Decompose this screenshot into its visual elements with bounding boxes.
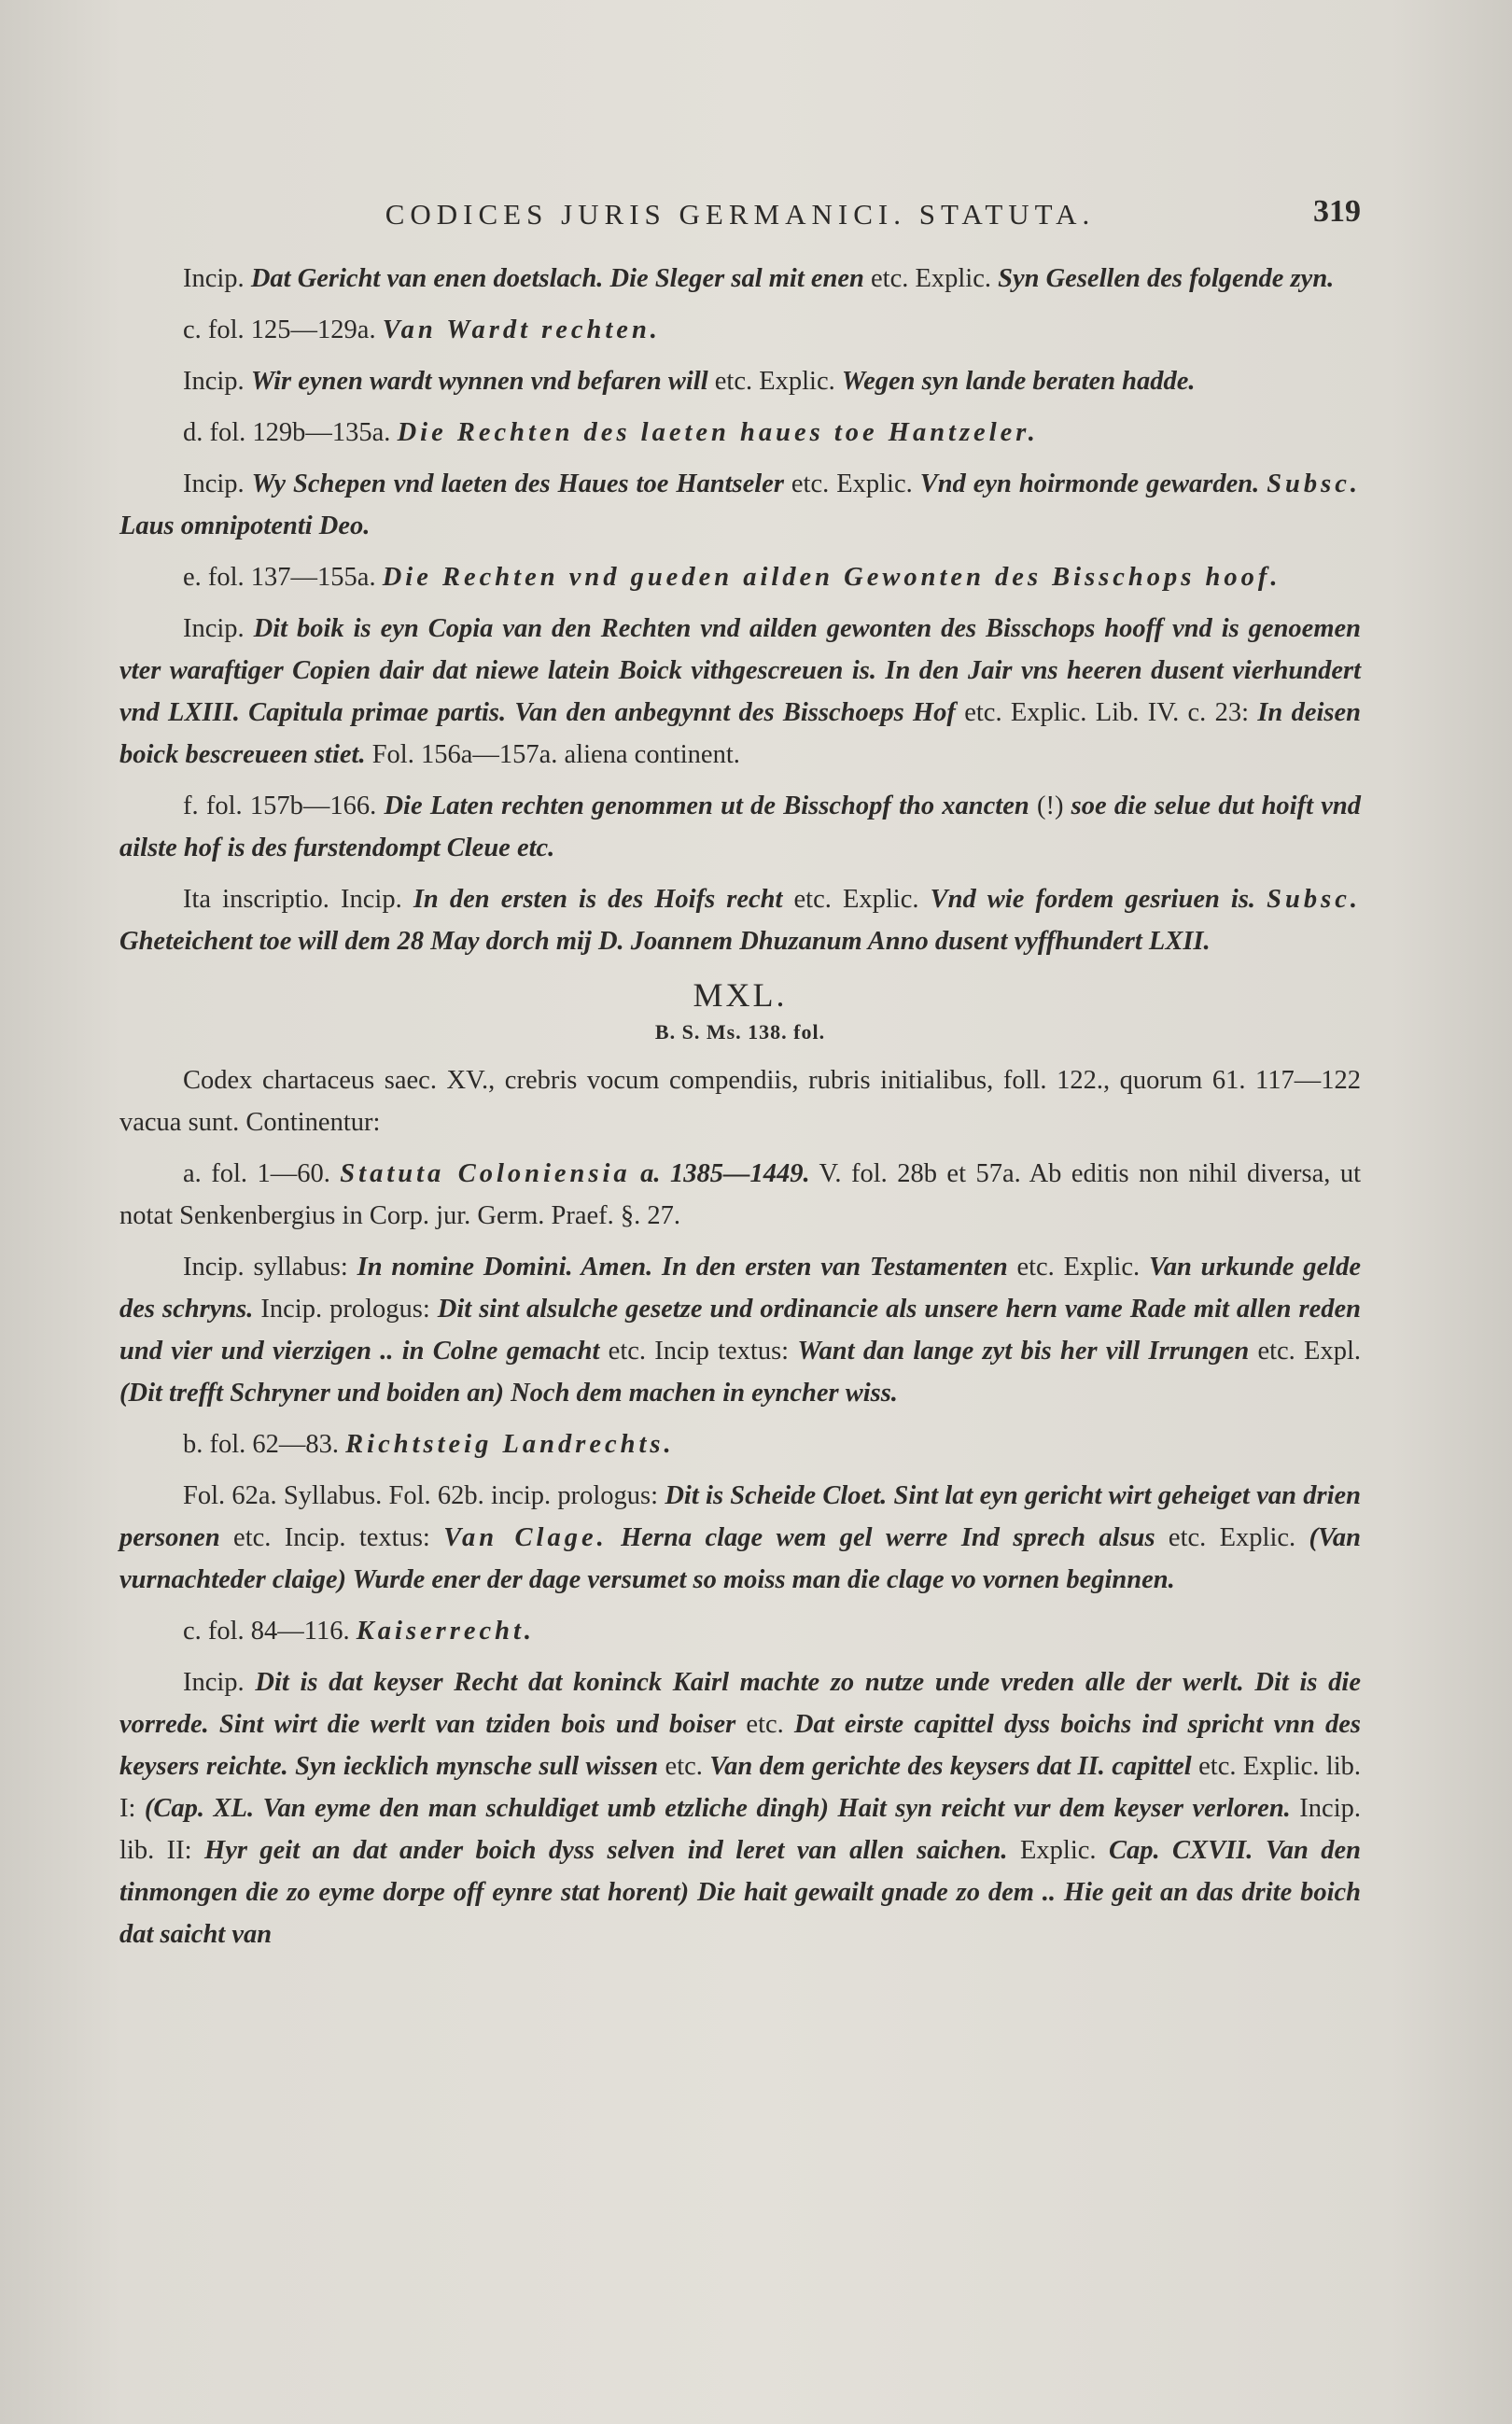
explicit-text: Van urkunde gelde des schryns. <box>119 1253 1361 1324</box>
text: Incip. <box>183 367 251 396</box>
text: etc. Incip. textus: <box>219 1523 444 1552</box>
folio-ref: a. fol. 1—60. <box>183 1159 341 1188</box>
folio-ref: b. fol. 62—83. <box>183 1430 346 1459</box>
folio-ref: d. fol. 129b—135a. <box>183 418 398 447</box>
textus-text: Want dan lange zyt bis her vill Irrungen <box>797 1337 1250 1366</box>
paragraph-8 <box>119 785 1361 869</box>
explicit-text: (Dit trefft Schryner und boiden an) Noch dem machen in eyncher wiss. <box>119 1379 898 1408</box>
explicit-text: (Van vurnachteder claige) Wurde ener der dage versumet so moiss man die clage vo vornen beginnen. <box>119 1523 1361 1594</box>
description-text: Codex chartaceus saec. XV., crebris vocum compendiis, rubris initialibus, foll. 122., quorum 61. 117—122 vacua sunt. Continentur: <box>119 1066 1361 1137</box>
explicit-text: Vnd eyn hoirmonde gewarden. <box>919 469 1267 498</box>
subscription-label: Subsc. <box>1267 469 1362 498</box>
explicit-text: Cap. CXVII. Van den tinmongen die zo eyme dorpe off eynre stat horent) Die hait gewailt gnade zo dem .. Hie geit an das drite boich dat saicht van <box>119 1836 1362 1949</box>
item-title: Richtsteig Landrechts. <box>345 1430 675 1459</box>
text: etc. Explic. <box>1007 1253 1149 1282</box>
incipit-text: Wy Schepen vnd laeten des Haues toe Hantseler <box>251 469 784 498</box>
incipit-text: Dat Gericht van enen doetslach. Die Sleger sal mit enen <box>250 264 864 293</box>
item-date: a. 1385—1449. <box>630 1159 810 1188</box>
text: etc. Explic. <box>863 264 999 293</box>
text: Incip. syllabus: <box>183 1253 357 1282</box>
text: Incip. <box>183 264 251 293</box>
paragraph-2 <box>119 309 1361 351</box>
subscription-text: Laus omnipotenti Deo. <box>119 511 371 540</box>
item-title: Kaiserrecht. <box>356 1617 536 1646</box>
text: etc. Expl. <box>1249 1337 1361 1366</box>
text: etc. Explic. <box>783 469 920 498</box>
text: Ita inscriptio. Incip. <box>183 885 413 914</box>
item-title: Statuta Coloniensia <box>340 1159 631 1188</box>
explicit-text: Wegen syn lande beraten hadde. <box>841 367 1196 396</box>
explicit-text: In deisen boick bescreueen stiet. <box>119 698 1361 769</box>
text: etc. Explic. <box>782 885 931 914</box>
paragraph-9 <box>119 878 1361 962</box>
folio-ref: e. fol. 137—155a. <box>183 563 383 592</box>
item-title: Die Rechten des laeten haues toe Hantzeler. <box>397 418 1039 447</box>
incipit-text: In den ersten is des Hoifs recht <box>413 885 783 914</box>
paragraph-3 <box>119 360 1361 402</box>
shelfmark: B. S. Ms. 138. fol. <box>654 1020 826 1044</box>
syllabus-text: In nomine Domini. Amen. In den ersten van Testamenten <box>357 1253 1008 1282</box>
text: (!) <box>1029 792 1071 820</box>
paragraph-11 <box>119 1153 1361 1237</box>
paragraph-13 <box>119 1423 1361 1465</box>
incipit-text: Hyr geit an dat ander boich dyss selven ind leret van allen saichen. <box>204 1836 1008 1865</box>
subscription-text: Gheteichent toe will dem 28 May dorch mij D. Joannem Dhuzanum Anno dusent vyffhundert LXII. <box>119 927 1211 956</box>
textus-title: Van Clage. <box>443 1523 608 1552</box>
paragraph-12 <box>119 1246 1361 1414</box>
text: Explic. <box>1007 1836 1109 1865</box>
paragraph-10 <box>119 1059 1361 1143</box>
page-content <box>119 192 1361 1965</box>
explicit-text: (Cap. XL. Van eyme den man schuldiget umb etzliche dingh) Hait syn reicht vur dem keyser verloren. <box>144 1794 1291 1823</box>
text: etc. <box>735 1710 794 1739</box>
text: Incip. <box>183 469 252 498</box>
text: etc. Explic. <box>707 367 842 396</box>
subscription-label: Subsc. <box>1267 885 1361 914</box>
folio-ref: f. fol. 157b—166. <box>183 792 385 820</box>
item-title: Van Wardt rechten. <box>382 315 661 344</box>
item-title-cont: soe die selue dut hoift vnd ailste hof is des furstendompt Cleue etc. <box>119 792 1361 862</box>
section-number: MXL. <box>693 976 788 1014</box>
text: Incip. <box>183 614 254 643</box>
paragraph-16 <box>119 1661 1361 1955</box>
paragraph-6 <box>119 556 1361 598</box>
text: etc. Incip textus: <box>599 1337 798 1366</box>
text: Incip. <box>183 1668 256 1697</box>
item-title: Die Laten rechten genommen ut de Bisschopf tho xancten <box>384 792 1029 820</box>
text: etc. Explic. <box>1155 1523 1309 1552</box>
textus-text: Herna clage wem gel werre Ind sprech alsus <box>607 1523 1155 1552</box>
running-title: CODICES JURIS GERMANICI. STATUTA. <box>385 198 1096 231</box>
incipit-text: Dit boik is eyn Copia van den Rechten vnd ailden gewonten des Bisschops hooff vnd is genoemen vter waraftiger Copien dair dat niewe latein Boick vithgescreuen is. In den Jair vns heeren dusent vierhundert vnd LXIII. Capitula primae partis. Van den anbegynnt des Bisschoeps Hof <box>119 614 1361 727</box>
paragraph-7 <box>119 608 1361 776</box>
paragraph-15 <box>119 1610 1361 1652</box>
prologus-text: Dit sint alsulche gesetze und ordinancie als unsere hern vame Rade mit allen reden und vier und vierzigen .. in Colne gemacht <box>119 1295 1361 1366</box>
chapter-text: Dat eirste capittel dyss boichs ind spricht vnn des keysers reichte. Syn iecklich mynsche sull wissen <box>119 1710 1361 1781</box>
text: Incip. prologus: <box>253 1295 438 1324</box>
prologus-text: Dit is Scheide Cloet. Sint lat eyn gericht wirt geheiget van drien personen <box>119 1481 1361 1552</box>
chapter-text: Van dem gerichte des keysers dat II. capittel <box>709 1752 1192 1781</box>
paragraph-5 <box>119 463 1361 547</box>
paragraph-4 <box>119 412 1361 454</box>
incipit-text: Wir eynen wardt wynnen vnd befaren will <box>250 367 708 396</box>
text: etc. Explic. Lib. IV. c. 23: <box>955 698 1258 727</box>
running-head <box>119 192 1361 248</box>
text: V. fol. 28b et 57a. Ab editis non nihil diversa, ut notat Senkenbergius in Corp. jur. Germ. Praef. §. 27. <box>119 1159 1362 1230</box>
item-title: Die Rechten vnd gueden ailden Gewonten des Bisschops hoof. <box>382 563 1281 592</box>
folio-ref: c. fol. 84—116. <box>183 1617 357 1646</box>
folio-ref: c. fol. 125—129a. <box>183 315 383 344</box>
text: etc. <box>658 1752 710 1781</box>
paragraph-1 <box>119 258 1361 300</box>
incipit-text: Dit is dat keyser Recht dat koninck Kairl machte zo nutze unde vreden alle der werlt. Dit is die vorrede. Sint wirt die werlt van tziden bois und boiser <box>119 1668 1361 1739</box>
text: etc. Explic. lib. I: <box>119 1752 1361 1823</box>
text: Incip. lib. II: <box>119 1794 1361 1865</box>
explicit-text: Vnd wie fordem gesriuen is. <box>930 885 1267 914</box>
text: Fol. 62a. Syllabus. Fol. 62b. incip. prologus: <box>183 1481 665 1510</box>
paragraph-14 <box>119 1475 1361 1601</box>
page-number: 319 <box>1313 194 1361 229</box>
explicit-text: Syn Gesellen des folgende zyn. <box>998 264 1335 293</box>
text: Fol. 156a—157a. aliena continent. <box>365 740 740 769</box>
